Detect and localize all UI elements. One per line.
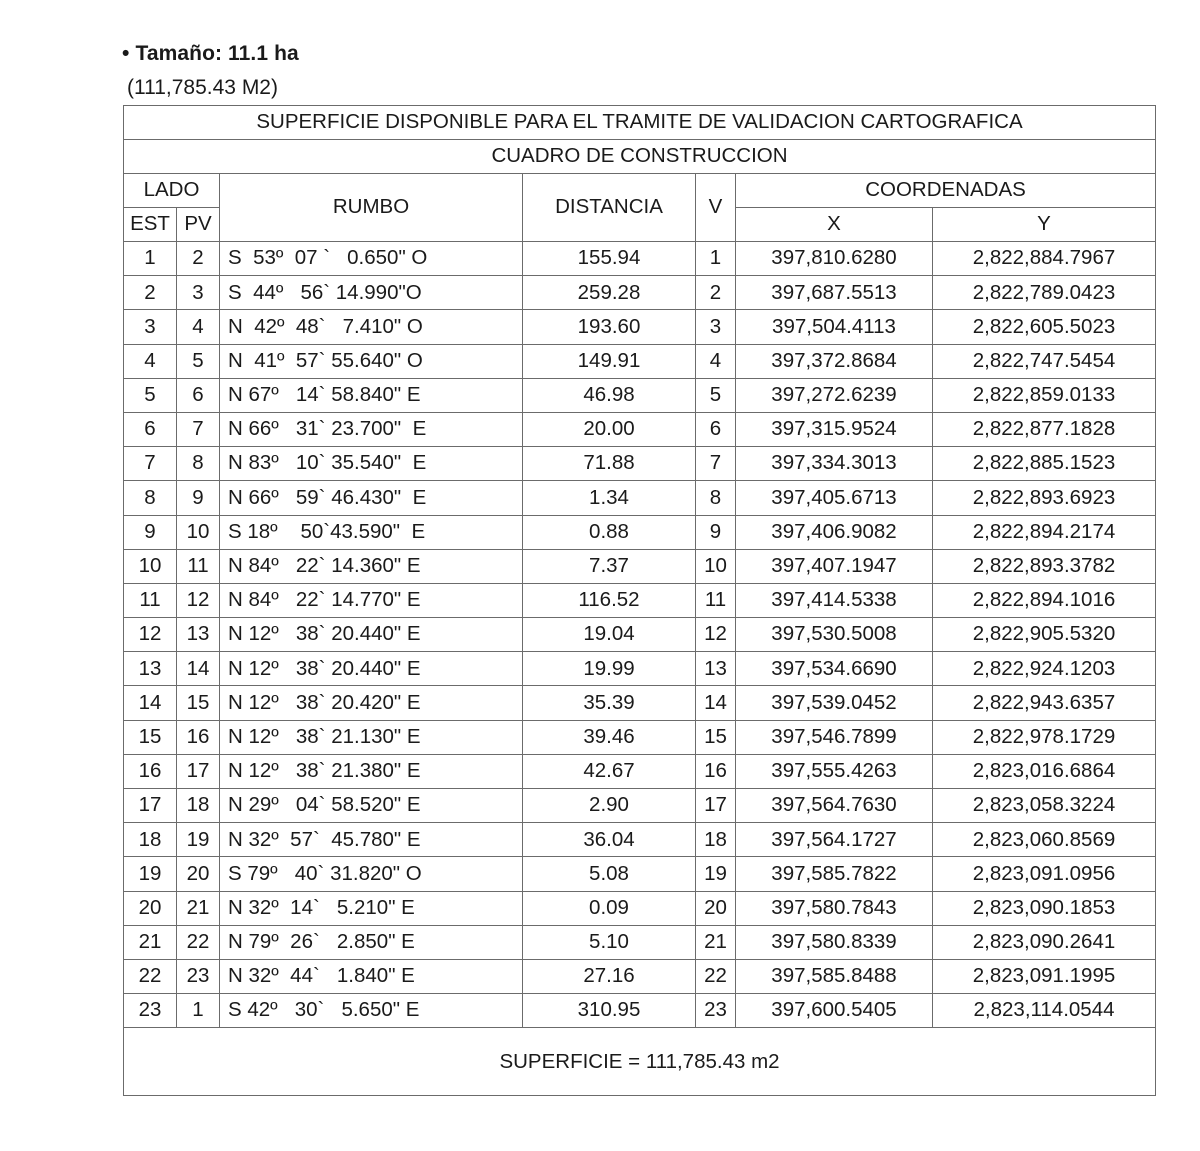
- table-row: [124, 994, 1156, 1028]
- cell-rumbo: N 66º 31` 23.700" E: [220, 412, 523, 446]
- cell-v: 1: [696, 242, 736, 276]
- cell-x: 397,504.4113: [736, 310, 933, 344]
- table-row: [124, 789, 1156, 823]
- cell-rumbo: N 29º 04` 58.520" E: [220, 789, 523, 823]
- cell-x: 397,555.4263: [736, 754, 933, 788]
- cell-distancia: 19.04: [523, 618, 696, 652]
- table-row: [124, 959, 1156, 993]
- table-row: [124, 925, 1156, 959]
- cell-est: 11: [124, 583, 177, 617]
- cell-est: 9: [124, 515, 177, 549]
- cell-v: 12: [696, 618, 736, 652]
- cell-pv: 9: [177, 481, 220, 515]
- cell-x: 397,564.7630: [736, 789, 933, 823]
- size-label: Tamaño: 11.1 ha: [135, 42, 299, 65]
- cell-rumbo: N 12º 38` 21.380" E: [220, 754, 523, 788]
- table-row: [124, 652, 1156, 686]
- cell-y: 2,823,016.6864: [933, 754, 1156, 788]
- table-row: [124, 276, 1156, 310]
- cell-distancia: 36.04: [523, 823, 696, 857]
- cell-v: 4: [696, 344, 736, 378]
- header-pv: PV: [177, 208, 220, 242]
- cell-pv: 15: [177, 686, 220, 720]
- cell-y: 2,822,943.6357: [933, 686, 1156, 720]
- size-heading: [122, 42, 299, 66]
- cell-est: 6: [124, 412, 177, 446]
- cell-pv: 3: [177, 276, 220, 310]
- cell-est: 19: [124, 857, 177, 891]
- cell-est: 13: [124, 652, 177, 686]
- cell-rumbo: S 44º 56` 14.990"O: [220, 276, 523, 310]
- cell-v: 8: [696, 481, 736, 515]
- cell-est: 7: [124, 447, 177, 481]
- table-row: [124, 515, 1156, 549]
- cell-y: 2,822,894.2174: [933, 515, 1156, 549]
- cell-est: 17: [124, 789, 177, 823]
- cell-pv: 5: [177, 344, 220, 378]
- cell-x: 397,546.7899: [736, 720, 933, 754]
- cell-pv: 6: [177, 378, 220, 412]
- cell-distancia: 5.10: [523, 925, 696, 959]
- cell-x: 397,407.1947: [736, 549, 933, 583]
- header-distancia: DISTANCIA: [523, 174, 696, 242]
- cell-y: 2,823,058.3224: [933, 789, 1156, 823]
- cell-est: 18: [124, 823, 177, 857]
- cell-v: 11: [696, 583, 736, 617]
- cell-v: 20: [696, 891, 736, 925]
- cell-pv: 2: [177, 242, 220, 276]
- cell-x: 397,334.3013: [736, 447, 933, 481]
- cell-v: 13: [696, 652, 736, 686]
- header-v: V: [696, 174, 736, 242]
- cell-v: 15: [696, 720, 736, 754]
- cell-rumbo: N 12º 38` 20.440" E: [220, 618, 523, 652]
- cell-y: 2,822,877.1828: [933, 412, 1156, 446]
- cell-distancia: 35.39: [523, 686, 696, 720]
- cell-x: 397,810.6280: [736, 242, 933, 276]
- cell-distancia: 71.88: [523, 447, 696, 481]
- cell-pv: 20: [177, 857, 220, 891]
- table-row: [124, 549, 1156, 583]
- cell-rumbo: S 18º 50`43.590" E: [220, 515, 523, 549]
- cell-est: 20: [124, 891, 177, 925]
- cell-x: 397,414.5338: [736, 583, 933, 617]
- cell-v: 5: [696, 378, 736, 412]
- header-lado: LADO: [124, 174, 220, 208]
- table-row: [124, 412, 1156, 446]
- table-title: SUPERFICIE DISPONIBLE PARA EL TRAMITE DE VALIDACION CARTOGRAFICA: [124, 106, 1156, 140]
- cell-distancia: 0.88: [523, 515, 696, 549]
- cell-y: 2,822,893.3782: [933, 549, 1156, 583]
- cell-rumbo: N 42º 48` 7.410" O: [220, 310, 523, 344]
- cell-distancia: 155.94: [523, 242, 696, 276]
- cell-x: 397,585.8488: [736, 959, 933, 993]
- cell-y: 2,823,090.1853: [933, 891, 1156, 925]
- table-subtitle: CUADRO DE CONSTRUCCION: [124, 140, 1156, 174]
- construction-table: [123, 105, 1156, 1096]
- cell-x: 397,272.6239: [736, 378, 933, 412]
- table-row: [124, 344, 1156, 378]
- cell-y: 2,823,114.0544: [933, 994, 1156, 1028]
- cell-pv: 17: [177, 754, 220, 788]
- cell-y: 2,822,978.1729: [933, 720, 1156, 754]
- cell-v: 14: [696, 686, 736, 720]
- cell-y: 2,823,091.0956: [933, 857, 1156, 891]
- cell-est: 1: [124, 242, 177, 276]
- cell-y: 2,822,884.7967: [933, 242, 1156, 276]
- cell-distancia: 310.95: [523, 994, 696, 1028]
- cell-pv: 8: [177, 447, 220, 481]
- cell-rumbo: N 32º 57` 45.780" E: [220, 823, 523, 857]
- cell-distancia: 27.16: [523, 959, 696, 993]
- cell-v: 9: [696, 515, 736, 549]
- cell-x: 397,580.8339: [736, 925, 933, 959]
- cell-rumbo: N 79º 26` 2.850" E: [220, 925, 523, 959]
- table-row: [124, 481, 1156, 515]
- table-row: [124, 583, 1156, 617]
- cell-y: 2,822,747.5454: [933, 344, 1156, 378]
- cell-distancia: 7.37: [523, 549, 696, 583]
- cell-distancia: 5.08: [523, 857, 696, 891]
- cell-pv: 21: [177, 891, 220, 925]
- table-row: [124, 378, 1156, 412]
- cell-rumbo: N 12º 38` 20.440" E: [220, 652, 523, 686]
- cell-est: 12: [124, 618, 177, 652]
- cell-y: 2,822,789.0423: [933, 276, 1156, 310]
- cell-x: 397,534.6690: [736, 652, 933, 686]
- cell-rumbo: N 12º 38` 20.420" E: [220, 686, 523, 720]
- bullet-icon: •: [122, 42, 130, 65]
- header-y: Y: [933, 208, 1156, 242]
- cell-est: 21: [124, 925, 177, 959]
- cell-pv: 4: [177, 310, 220, 344]
- table-footer-superficie: SUPERFICIE = 111,785.43 m2: [124, 1028, 1156, 1096]
- cell-y: 2,823,060.8569: [933, 823, 1156, 857]
- cell-rumbo: N 83º 10` 35.540" E: [220, 447, 523, 481]
- cell-rumbo: N 32º 14` 5.210" E: [220, 891, 523, 925]
- cell-pv: 1: [177, 994, 220, 1028]
- cell-rumbo: S 79º 40` 31.820" O: [220, 857, 523, 891]
- cell-distancia: 0.09: [523, 891, 696, 925]
- cell-est: 8: [124, 481, 177, 515]
- cell-y: 2,822,905.5320: [933, 618, 1156, 652]
- cell-y: 2,822,885.1523: [933, 447, 1156, 481]
- cell-x: 397,585.7822: [736, 857, 933, 891]
- cell-pv: 13: [177, 618, 220, 652]
- cell-distancia: 39.46: [523, 720, 696, 754]
- cell-y: 2,822,894.1016: [933, 583, 1156, 617]
- cell-pv: 19: [177, 823, 220, 857]
- cell-v: 2: [696, 276, 736, 310]
- cell-rumbo: N 12º 38` 21.130" E: [220, 720, 523, 754]
- cell-distancia: 116.52: [523, 583, 696, 617]
- header-coordenadas: COORDENADAS: [736, 174, 1156, 208]
- cell-y: 2,822,605.5023: [933, 310, 1156, 344]
- cell-est: 15: [124, 720, 177, 754]
- cell-y: 2,823,090.2641: [933, 925, 1156, 959]
- table-row: [124, 891, 1156, 925]
- cell-v: 19: [696, 857, 736, 891]
- cell-distancia: 2.90: [523, 789, 696, 823]
- cell-y: 2,822,924.1203: [933, 652, 1156, 686]
- cell-est: 3: [124, 310, 177, 344]
- cell-y: 2,822,859.0133: [933, 378, 1156, 412]
- cell-rumbo: N 84º 22` 14.770" E: [220, 583, 523, 617]
- cell-distancia: 20.00: [523, 412, 696, 446]
- cell-v: 16: [696, 754, 736, 788]
- cell-rumbo: S 53º 07 ` 0.650" O: [220, 242, 523, 276]
- cell-x: 397,315.9524: [736, 412, 933, 446]
- cell-rumbo: S 42º 30` 5.650" E: [220, 994, 523, 1028]
- cell-pv: 12: [177, 583, 220, 617]
- cell-x: 397,372.8684: [736, 344, 933, 378]
- cell-rumbo: N 41º 57` 55.640" O: [220, 344, 523, 378]
- cell-distancia: 19.99: [523, 652, 696, 686]
- cell-distancia: 1.34: [523, 481, 696, 515]
- cell-rumbo: N 32º 44` 1.840" E: [220, 959, 523, 993]
- cell-x: 397,405.6713: [736, 481, 933, 515]
- cell-x: 397,580.7843: [736, 891, 933, 925]
- cell-v: 17: [696, 789, 736, 823]
- table-row: [124, 310, 1156, 344]
- cell-x: 397,539.0452: [736, 686, 933, 720]
- cell-est: 16: [124, 754, 177, 788]
- cell-v: 3: [696, 310, 736, 344]
- cell-x: 397,530.5008: [736, 618, 933, 652]
- table-row: [124, 447, 1156, 481]
- cell-pv: 14: [177, 652, 220, 686]
- cell-distancia: 149.91: [523, 344, 696, 378]
- cell-v: 7: [696, 447, 736, 481]
- cell-est: 14: [124, 686, 177, 720]
- cell-distancia: 259.28: [523, 276, 696, 310]
- cell-distancia: 42.67: [523, 754, 696, 788]
- cell-est: 22: [124, 959, 177, 993]
- cell-x: 397,406.9082: [736, 515, 933, 549]
- header-rumbo: RUMBO: [220, 174, 523, 242]
- cell-rumbo: N 66º 59` 46.430" E: [220, 481, 523, 515]
- cell-est: 23: [124, 994, 177, 1028]
- cell-v: 18: [696, 823, 736, 857]
- table-row: [124, 618, 1156, 652]
- table-row: [124, 857, 1156, 891]
- cell-est: 2: [124, 276, 177, 310]
- table-row: [124, 754, 1156, 788]
- header-est: EST: [124, 208, 177, 242]
- cell-distancia: 46.98: [523, 378, 696, 412]
- area-label: (111,785.43 M2): [127, 76, 278, 99]
- cell-pv: 23: [177, 959, 220, 993]
- cell-x: 397,687.5513: [736, 276, 933, 310]
- cell-pv: 16: [177, 720, 220, 754]
- cell-y: 2,823,091.1995: [933, 959, 1156, 993]
- cell-v: 6: [696, 412, 736, 446]
- cell-est: 4: [124, 344, 177, 378]
- cell-rumbo: N 84º 22` 14.360" E: [220, 549, 523, 583]
- cell-v: 22: [696, 959, 736, 993]
- table-row: [124, 823, 1156, 857]
- cell-pv: 22: [177, 925, 220, 959]
- table-row: [124, 242, 1156, 276]
- table-row: [124, 686, 1156, 720]
- cell-v: 10: [696, 549, 736, 583]
- cell-v: 23: [696, 994, 736, 1028]
- table-row: [124, 720, 1156, 754]
- header-x: X: [736, 208, 933, 242]
- cell-est: 5: [124, 378, 177, 412]
- cell-pv: 18: [177, 789, 220, 823]
- cell-pv: 10: [177, 515, 220, 549]
- cell-distancia: 193.60: [523, 310, 696, 344]
- cell-x: 397,564.1727: [736, 823, 933, 857]
- cell-x: 397,600.5405: [736, 994, 933, 1028]
- cell-rumbo: N 67º 14` 58.840" E: [220, 378, 523, 412]
- cell-y: 2,822,893.6923: [933, 481, 1156, 515]
- cell-pv: 11: [177, 549, 220, 583]
- cell-est: 10: [124, 549, 177, 583]
- cell-v: 21: [696, 925, 736, 959]
- cell-pv: 7: [177, 412, 220, 446]
